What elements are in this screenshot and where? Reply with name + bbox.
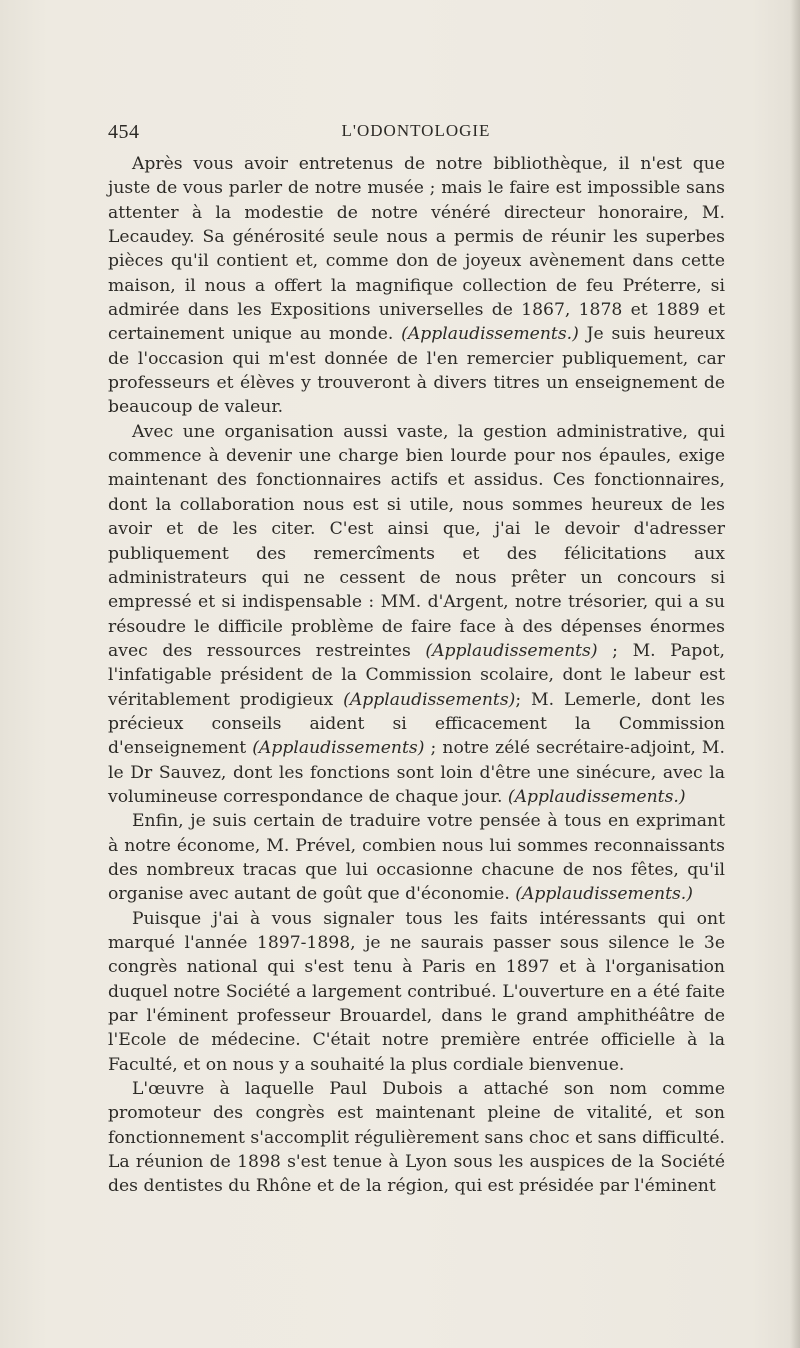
applause-note: (Applaudissements) (343, 689, 516, 710)
page-edge-shadow (790, 0, 800, 1348)
paragraph-text: Avec une organisation aussi vaste, la gestion administrative, qui commence à devenir une charge bien lourde pour nos épaules, exige maintenant des fonctionnaires actifs et assidus. Ces fonctionnaires, dont la collaboration nous est si utile, nous sommes heureux de les avoir et de les citer. C'est ainsi que, j'ai le devoir d'adresser publiquement des remercîments et des félicitations aux administrateurs qui ne cessent de nous prêter un concours si empressé et si indispensable : MM. d'Argent, notre trésorier, qui a su résoudre le difficile problème de faire face à des dépenses énormes avec des ressources restreintes (108, 421, 725, 661)
paragraph-text: ; M. Lemerle, dont les précieux conseils aident si efficacement la Commission d'enseignement (108, 689, 725, 759)
paragraph-text: Après vous avoir entretenus de notre bibliothèque, il n'est que juste de vous parler de notre musée ; mais le faire est impossible sans attenter à la modestie de notre vénéré directeur honoraire, M. Lecaudey. Sa générosité seule nous a permis de réunir les superbes pièces qu'il contient et, comme don de joyeux avènement dans cette maison, il nous a offert la magnifique collection de feu Préterre, si admirée dans les Expositions universelles de 1867, 1878 et 1889 et certainement unique au monde. (108, 154, 725, 345)
paragraph-text: L'œuvre à laquelle Paul Dubois a attaché son nom comme promoteur des congrès est maintenant pleine de vitalité, et son fonctionnement s'accomplit régulièrement sans choc et sans difficulté. La réunion de 1898 s'est tenue à Lyon sous les auspices de la Société des dentistes du Rhône et de la région, qui est présidée par l'éminent (108, 1079, 725, 1197)
paragraph-text: Je suis heureux de l'occasion qui m'est donnée de l'en remercier publiquement, car professeurs et élèves y trouveront à divers titres un enseignement de beaucoup de valeur. (108, 324, 725, 418)
paragraph-text: Enfin, je suis certain de traduire votre pensée à tous en exprimant à notre économe, M. Prével, combien nous lui sommes reconnaissants des nombreux tracas que lui occasionne chacune de nos fêtes, qu'il organise avec autant de goût que d'économie. (108, 811, 725, 905)
paragraph (108, 907, 725, 1077)
running-head: L'ODONTOLOGIE (341, 121, 491, 140)
applause-note: (Applaudissements.) (401, 324, 579, 345)
applause-note: (Applaudissements.) (507, 786, 686, 807)
page-header (108, 121, 724, 151)
paragraph-text: Puisque j'ai à vous signaler tous les faits intéressants qui ont marqué l'année 1897-1898, je ne saurais passer sous silence le 3e congrès national qui s'est tenu à Paris en 1897 et à l'organisation duquel notre Société a largement contribué. L'ouverture en a été faite par l'éminent professeur Brouardel, dans le grand amphithéâtre de l'Ecole de médecine. C'était notre première entrée officielle à la Faculté, et on nous y a souhaité la plus cordiale bienvenue. (108, 908, 725, 1075)
paragraph-text: ; M. Papot, l'infatigable président de la Commission scolaire, dont le labeur est véritablement prodigieux (108, 640, 725, 710)
applause-note: (Applaudissements.) (515, 884, 693, 905)
page-number: 454 (108, 121, 140, 143)
paragraph-text: ; notre zélé secrétaire-adjoint, M. le Dr Sauvez, dont les fonctions sont loin d'être une sinécure, avec la volumineuse correspondance de chaque jour. (108, 738, 725, 807)
paragraph (108, 809, 725, 906)
applause-note: (Applaudissements) (425, 640, 598, 661)
paragraph (108, 1077, 725, 1199)
applause-note: (Applaudissements) (252, 738, 425, 759)
paragraph (108, 420, 725, 810)
paragraph (108, 152, 725, 420)
body-text (108, 152, 725, 1199)
